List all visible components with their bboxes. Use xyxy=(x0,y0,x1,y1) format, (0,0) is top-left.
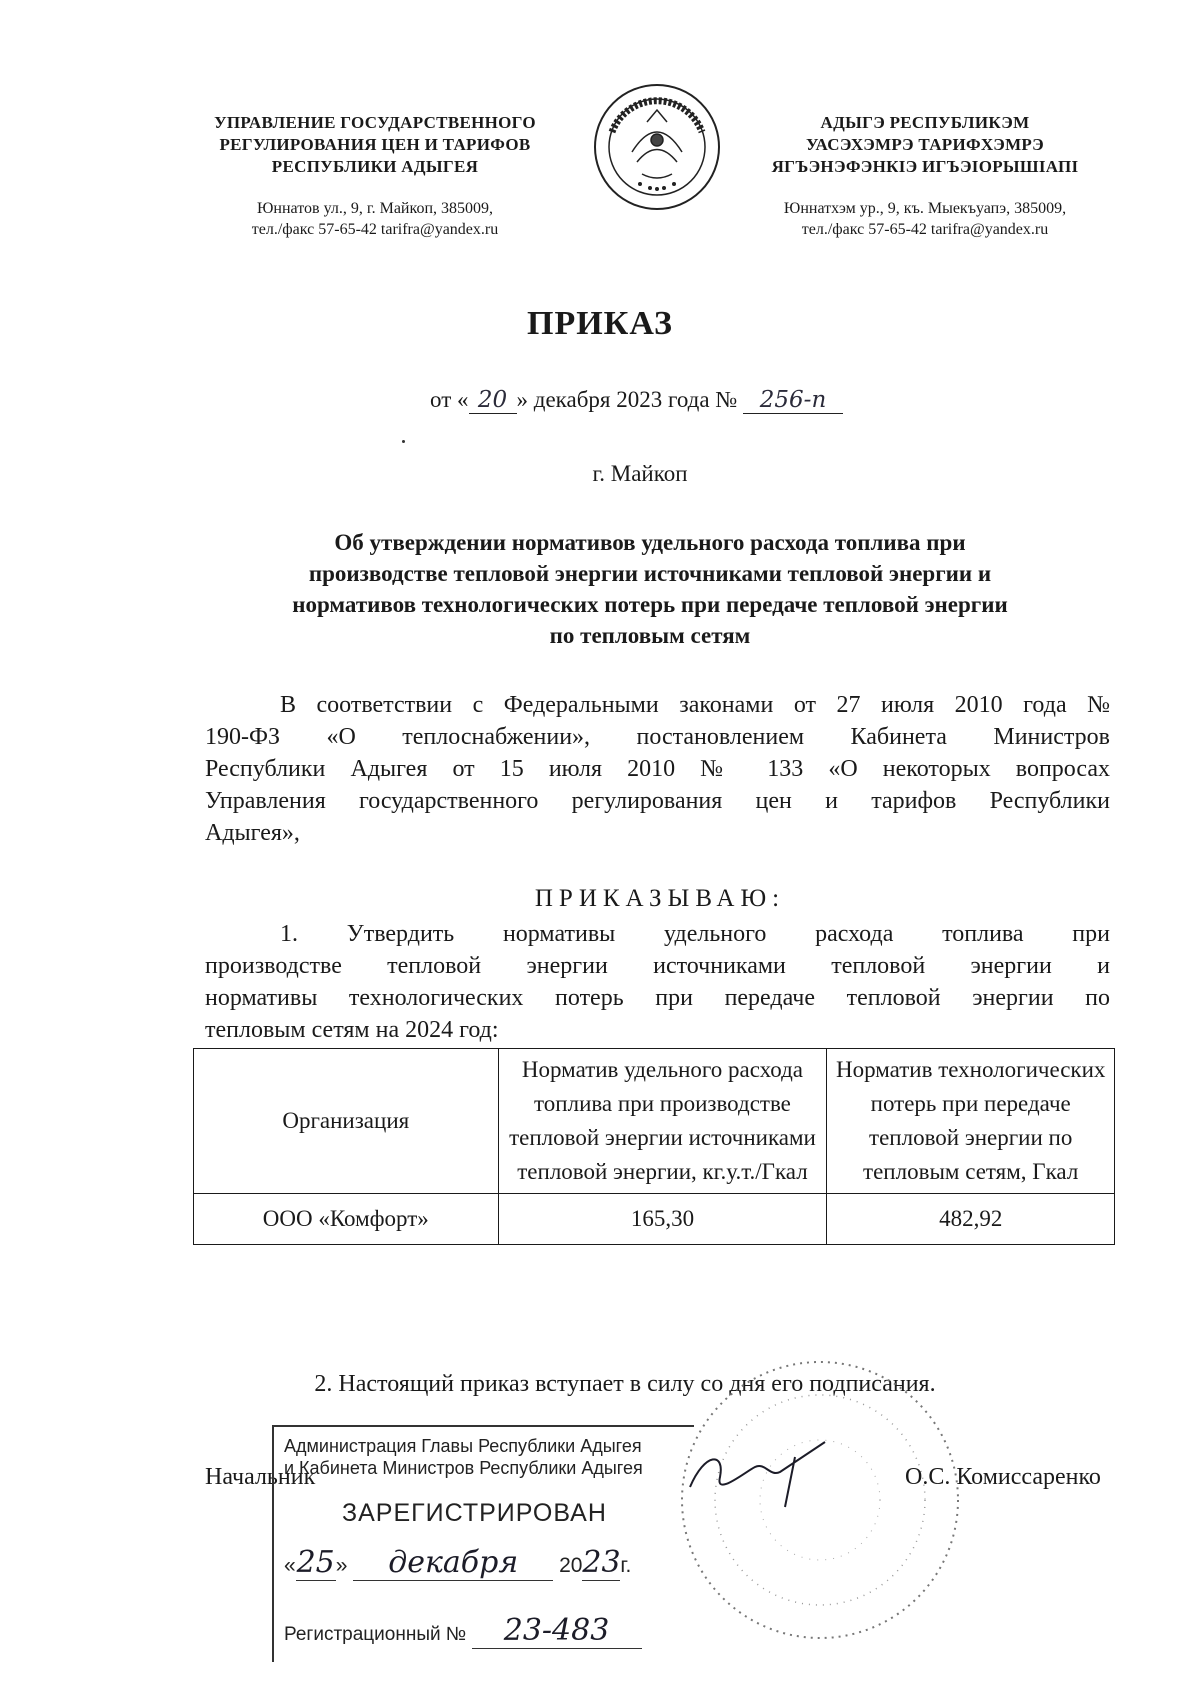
stamp-issuer-line: и Кабинета Министров Республики Адыгея xyxy=(284,1458,643,1478)
document-title: ПРИКАЗ xyxy=(527,305,673,342)
issuer-name-line: РЕГУЛИРОВАНИЯ ЦЕН И ТАРИФОВ xyxy=(219,135,531,154)
subject-line: нормативов технологических потерь при передаче тепловой энергии xyxy=(292,592,1008,617)
stamp-status: ЗАРЕГИСТРИРОВАН xyxy=(342,1499,607,1527)
item-1-line: тепловым сетям на 2024 год: xyxy=(205,1017,499,1043)
stamp-year-handwritten: 23 xyxy=(582,1545,621,1580)
coat-of-arms-emblem xyxy=(592,82,722,212)
address-line: Юннатхэм ур., 9, къ. Мыекъуапэ, 385009, xyxy=(783,200,1067,217)
stamp-number xyxy=(284,1613,684,1649)
stamp-number-label: Регистрационный № xyxy=(284,1624,467,1645)
item-1-line: нормативы технологических потерь при передаче тепловой энергии по xyxy=(205,985,1110,1011)
norms-table xyxy=(193,1048,1115,1245)
stamp-issuer-line: Администрация Главы Республики Адыгея xyxy=(284,1436,642,1456)
ink-dot xyxy=(402,440,405,443)
stamp-year-prefix: 20 xyxy=(559,1554,583,1577)
table-header-row xyxy=(194,1049,1115,1194)
address-line: тел./факс 57-65-42 tarifra@yandex.ru xyxy=(251,221,499,238)
table-header-cell: Норматив технологических потерь при передаче тепловой энергии по тепловым сетям, Гкал xyxy=(827,1049,1115,1194)
stamp-date xyxy=(284,1545,684,1581)
stamp-date-open: « xyxy=(284,1554,296,1577)
order-number-handwritten: 256-п xyxy=(743,387,843,414)
stamp-month-handwritten: декабря xyxy=(353,1545,553,1581)
issuer-address-ru xyxy=(180,198,570,240)
table-row xyxy=(194,1194,1115,1245)
item-1-paragraph xyxy=(205,918,1110,1046)
signatory-name: О.С. Комиссаренко xyxy=(905,1464,1101,1490)
city-line: г. Майкоп xyxy=(592,461,688,486)
preamble-line: Адыгея», xyxy=(205,820,300,846)
issuer-name-line: УПРАВЛЕНИЕ ГОСУДАРСТВЕННОГО xyxy=(214,113,536,132)
preamble-line: Республики Адыгея от 15 июля 2010 № 133 «О некоторых вопросах xyxy=(205,756,1110,782)
address-line: тел./факс 57-65-42 tarifra@yandex.ru xyxy=(801,221,1049,238)
preamble-line: В соответствии с Федеральными законами от 27 июля 2010 года № xyxy=(280,692,1110,718)
address-line: Юннатов ул., 9, г. Майкоп, 385009, xyxy=(256,200,494,217)
stamp-issuer xyxy=(284,1435,643,1479)
subject-line: производстве тепловой энергии источниками тепловой энергии и xyxy=(308,561,992,586)
issuer-name-line: УАСЭХЭМРЭ ТАРИФХЭМРЭ xyxy=(806,135,1044,154)
issuer-name-line: АДЫГЭ РЕСПУБЛИКЭМ xyxy=(820,113,1030,132)
date-middle: » декабря 2023 года № xyxy=(516,387,738,412)
stamp-number-handwritten: 23-483 xyxy=(472,1613,642,1649)
item-1-line: 1. Утвердить нормативы удельного расхода топлива при xyxy=(280,921,1110,947)
order-day-handwritten: 20 xyxy=(469,387,517,414)
table-cell-loss-norm: 482,92 xyxy=(827,1194,1115,1245)
stamp-year-suffix: г. xyxy=(620,1554,632,1577)
table-header-cell: Организация xyxy=(194,1049,499,1194)
issuer-name-line: РЕСПУБЛИКИ АДЫГЕЯ xyxy=(271,157,479,176)
issuer-name-line: ЯГЪЭНЭФЭНКIЭ ИГЪЭIОРЫШIАПI xyxy=(771,157,1079,176)
date-prefix: от « xyxy=(430,387,469,412)
issuer-name-ru xyxy=(180,112,570,178)
handwritten-signature xyxy=(685,1432,835,1512)
table-header-cell: Норматив удельного расхода топлива при производстве тепловой энергии источниками тепловой энергии, кг.у.т./Гкал xyxy=(498,1049,827,1194)
stamp-date-close: » xyxy=(335,1554,348,1577)
order-keyword: ПРИКАЗЫВАЮ: xyxy=(534,885,786,912)
preamble-line: 190-ФЗ «О теплоснабжении», постановлением Кабинета Министров xyxy=(205,724,1110,750)
table-cell-organization: ООО «Комфорт» xyxy=(194,1194,499,1245)
order-dateline xyxy=(430,387,843,414)
issuer-name-ady xyxy=(735,112,1115,178)
preamble-paragraph xyxy=(205,689,1110,849)
header-right-block xyxy=(735,112,1115,240)
preamble-line: Управления государственного регулирования цен и тарифов Республики xyxy=(205,788,1110,814)
header-left-block xyxy=(180,112,570,240)
item-2-paragraph: 2. Настоящий приказ вступает в силу со дня его подписания. xyxy=(314,1371,936,1397)
item-1-line: производстве тепловой энергии источниками тепловой энергии и xyxy=(205,953,1110,979)
order-subject xyxy=(200,527,1100,651)
registration-stamp xyxy=(272,1425,694,1662)
stamp-day-handwritten: 25 xyxy=(296,1545,335,1580)
subject-line: Об утверждении нормативов удельного расхода топлива при xyxy=(334,530,966,555)
issuer-address-ady xyxy=(735,198,1115,240)
signatory-position: Начальник xyxy=(205,1464,316,1490)
subject-line: по тепловым сетям xyxy=(549,623,751,648)
table-cell-fuel-norm: 165,30 xyxy=(498,1194,827,1245)
